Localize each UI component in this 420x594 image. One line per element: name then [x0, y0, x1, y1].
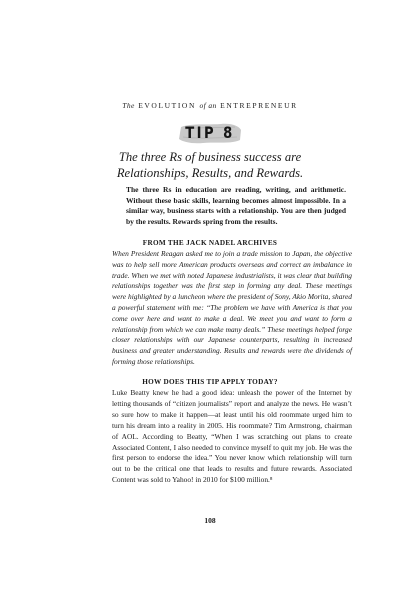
running-head-evolution: EVOLUTION [138, 101, 196, 110]
tip-headline: The three Rs of business success are Relationships, Results, and Rewards. [116, 150, 304, 180]
tip-title: TIP 8 [185, 123, 235, 142]
tip-banner [177, 121, 243, 146]
running-head-entrepreneur: ENTREPRENEUR [220, 101, 298, 110]
archives-paragraph: When President Reagan asked me to join a trade mission to Japan, the objective was to help sell more American products overseas and correct an imbalance in trade. When we met with noted Japanese industrialists, it was clear that building relationships together was the first step in forming any deal. These meetings were highlighted by a luncheon where the president of Sony, Akio Morita, shared a powerful statement with me: “The problem we have with America is that you come over here and want to make a deal. We meet you and want to form a relationship from which we can make many deals.” These meetings helped forge closer relationships with our Japanese counterparts, resulting in increased business and greater understanding. Results and rewards were the dividends of forming those relationships. [112, 249, 352, 366]
today-heading: HOW DOES THIS TIP APPLY TODAY? [142, 378, 278, 386]
running-head-the: The [122, 101, 135, 110]
running-head [0, 101, 420, 110]
page-number: 108 [204, 516, 216, 525]
running-head-of-an: of an [199, 101, 217, 110]
intro-paragraph: The three Rs in education are reading, writing, and arithmetic. Without these basic skills, learning becomes almost impossible. In a similar way, business starts with a relationship. You are then judged by the results. Rewards spring from the results. [126, 185, 346, 226]
today-paragraph: Luke Beatty knew he had a good idea: unleash the power of the Internet by letting thousands of “citizen journalists” report and analyze the news. He wasn’t so sure how to make it happen—at least until his old roommate urged him to turn his dream into a reality in 2005. His roommate? Tim Armstrong, chairman of AOL. According to Beatty, “When I was scratching out plans to create Associated Content, I also needed to convince myself to quit my job. He was the first person to endorse the idea.” You never know which relationship will turn out to be the critical one that leads to results and future rewards. Associated Content was sold to Yahoo! in 2010 for $100 million.⁸ [112, 388, 352, 485]
archives-heading: FROM THE JACK NADEL ARCHIVES [142, 239, 278, 247]
